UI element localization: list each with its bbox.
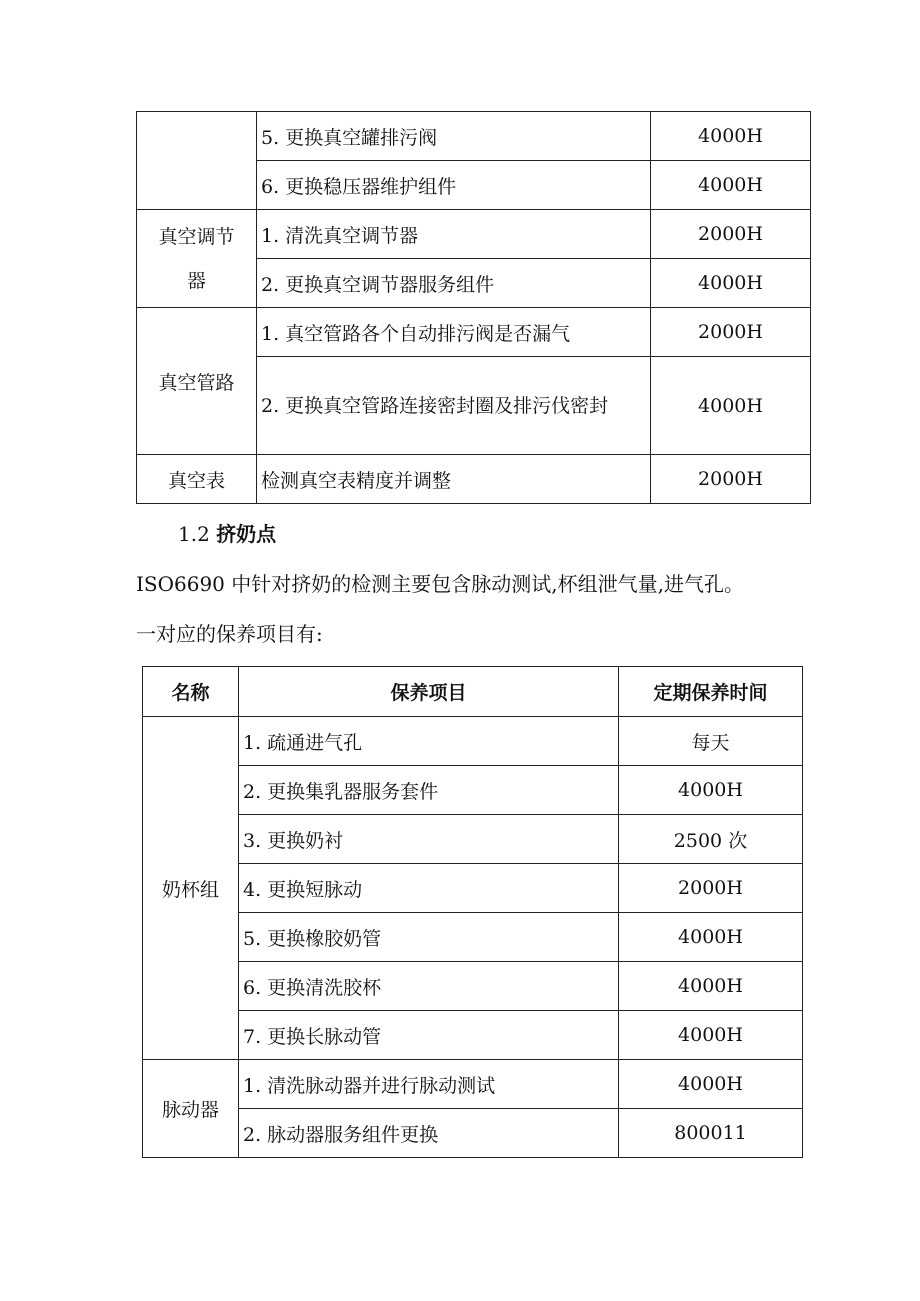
maintenance-item-cell: 4. 更换短脉动 (239, 864, 619, 913)
table-row (143, 962, 803, 1011)
section-number: 1.2 (178, 522, 210, 546)
column-header-name: 名称 (143, 667, 239, 717)
maintenance-item-cell: 2. 更换真空调节器服务组件 (257, 259, 651, 308)
intro-paragraph: ISO6690 中针对挤奶的检测主要包含脉动测试,杯组泄气量,进气孔。 (136, 572, 744, 596)
table-row (137, 455, 811, 504)
component-name-cell: 奶杯组 (143, 717, 239, 1060)
interval-cell: 800011 (619, 1109, 803, 1158)
section-title: 挤奶点 (216, 522, 277, 546)
maintenance-item-cell: 1. 清洗脉动器并进行脉动测试 (239, 1060, 619, 1109)
interval-cell: 4000H (619, 913, 803, 962)
maintenance-item-cell: 6. 更换清洗胶杯 (239, 962, 619, 1011)
maintenance-item-cell: 1. 疏通进气孔 (239, 717, 619, 766)
component-name-cell: 脉动器 (143, 1060, 239, 1158)
interval-cell: 4000H (619, 766, 803, 815)
maintenance-item-cell: 2. 更换真空管路连接密封圈及排污伐密封 (257, 357, 651, 455)
table-row (137, 308, 811, 357)
maintenance-item-cell: 2. 脉动器服务组件更换 (239, 1109, 619, 1158)
component-name-cell (137, 112, 257, 210)
interval-cell: 4000H (619, 1011, 803, 1060)
maintenance-item-cell: 7. 更换长脉动管 (239, 1011, 619, 1060)
table-row (143, 1109, 803, 1158)
interval-cell: 4000H (651, 259, 811, 308)
table-row (143, 1060, 803, 1109)
interval-cell: 2000H (619, 864, 803, 913)
interval-cell: 4000H (651, 161, 811, 210)
maintenance-item-cell: 1. 真空管路各个自动排污阀是否漏气 (257, 308, 651, 357)
table-row (143, 815, 803, 864)
table-row (143, 1011, 803, 1060)
component-name-cell: 真空表 (137, 455, 257, 504)
maintenance-item-cell: 5. 更换橡胶奶管 (239, 913, 619, 962)
interval-cell: 4000H (651, 112, 811, 161)
component-name-cell: 真空调节器 (137, 210, 257, 308)
table-row (137, 210, 811, 259)
table-row (137, 112, 811, 161)
table-row (143, 766, 803, 815)
maintenance-item-cell: 6. 更换稳压器维护组件 (257, 161, 651, 210)
interval-cell: 2000H (651, 455, 811, 504)
interval-cell: 4000H (651, 357, 811, 455)
table-row (143, 717, 803, 766)
interval-cell: 2500 次 (619, 815, 803, 864)
milking-point-maintenance-table (142, 666, 803, 1158)
intro-paragraph-continued: 一对应的保养项目有: (136, 622, 323, 646)
maintenance-item-cell: 5. 更换真空罐排污阀 (257, 112, 651, 161)
section-heading (178, 518, 276, 547)
maintenance-item-cell: 2. 更换集乳器服务套件 (239, 766, 619, 815)
maintenance-item-cell: 1. 清洗真空调节器 (257, 210, 651, 259)
interval-cell: 4000H (619, 1060, 803, 1109)
table-row (143, 913, 803, 962)
maintenance-item-cell: 3. 更换奶衬 (239, 815, 619, 864)
column-header-interval: 定期保养时间 (619, 667, 803, 717)
table-row (143, 864, 803, 913)
maintenance-item-cell: 检测真空表精度并调整 (257, 455, 651, 504)
interval-cell: 4000H (619, 962, 803, 1011)
vacuum-maintenance-table (136, 111, 811, 504)
interval-cell: 2000H (651, 210, 811, 259)
column-header-item: 保养项目 (239, 667, 619, 717)
interval-cell: 每天 (619, 717, 803, 766)
interval-cell: 2000H (651, 308, 811, 357)
table-header-row (143, 667, 803, 717)
component-name-cell: 真空管路 (137, 308, 257, 455)
